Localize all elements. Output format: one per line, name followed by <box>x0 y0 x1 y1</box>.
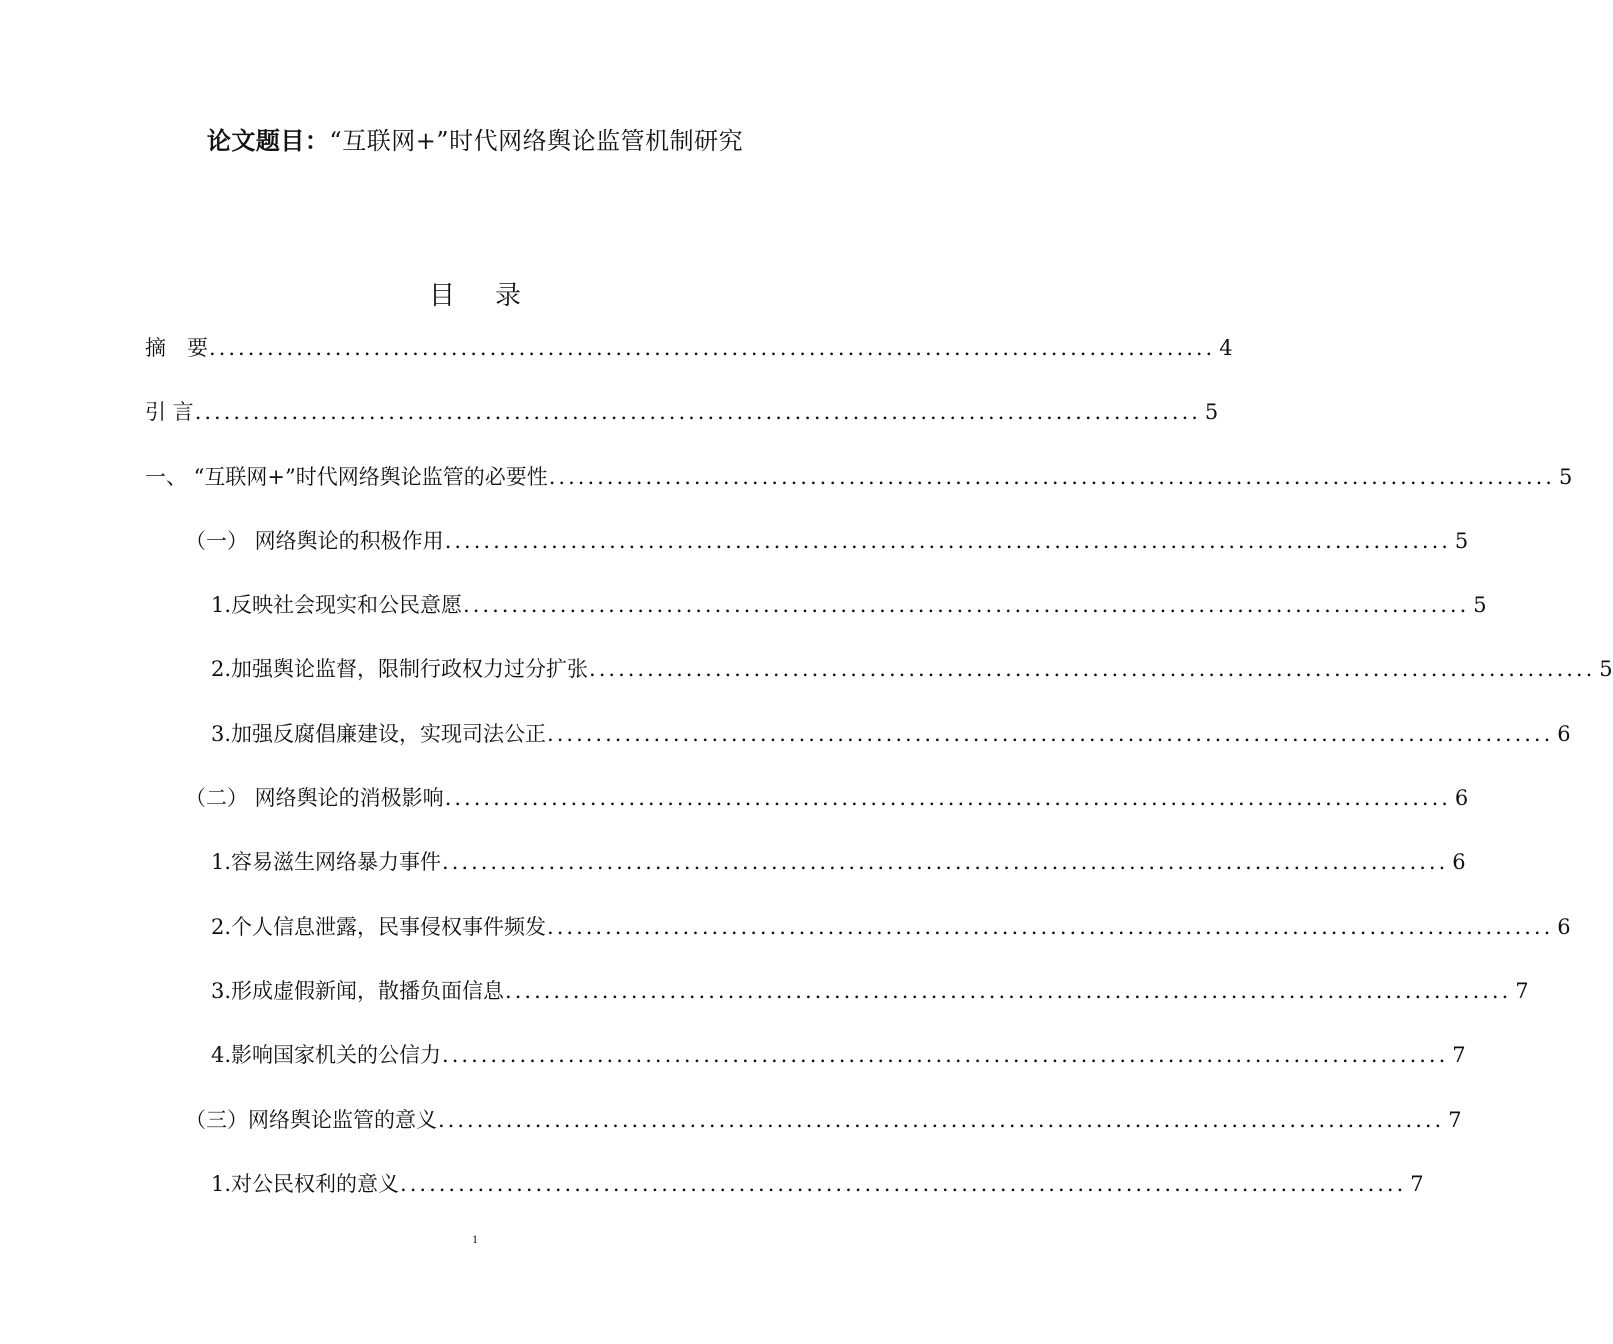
toc-leader-dots: ........................................................................................................ <box>194 400 1201 425</box>
toc-leader-dots: ........................................................................................................ <box>548 464 1555 489</box>
toc-entry-page: 6 <box>1452 850 1466 875</box>
toc-entry-section-1-1[interactable] <box>145 526 1469 590</box>
toc-leader-dots: ........................................................................................................ <box>438 1107 1445 1132</box>
toc-entry-page: 5 <box>1558 464 1573 489</box>
toc-entry-page: 5 <box>1204 400 1219 425</box>
toc-entry-page: 5 <box>1454 528 1469 553</box>
toc-entry-page: 7 <box>1448 1107 1462 1132</box>
toc-leader-dots: ........................................................................................................ <box>505 978 1512 1003</box>
toc-entry-page: 7 <box>1410 1171 1424 1196</box>
toc-entry-text: 4.影响国家机关的公信力 <box>211 1043 442 1068</box>
toc-leader-dots: ........................................................................................................ <box>444 786 1451 811</box>
toc-entry-subsection[interactable] <box>145 719 1571 783</box>
toc-leader-dots: ........................................................................................................ <box>589 657 1596 682</box>
toc-leader-dots: ........................................................................................................ <box>547 721 1554 746</box>
toc-heading <box>0 278 950 314</box>
toc-entry-text: （一） 网络舆论的积极作用 <box>185 528 444 553</box>
toc-entry-subsection[interactable] <box>145 590 1487 654</box>
toc-entry-text: 摘 要 <box>145 336 208 360</box>
toc-entry-subsection[interactable] <box>145 654 1613 718</box>
toc-entry-abstract[interactable] <box>145 333 1233 397</box>
toc-heading-left: 目 <box>428 281 455 311</box>
toc-entry-text: 2.加强舆论监督，限制行政权力过分扩张 <box>211 657 589 682</box>
toc-entry-text: 1.反映社会现实和公民意愿 <box>211 593 463 618</box>
toc-entry-section-1-2[interactable] <box>145 783 1469 847</box>
toc-entry-subsection[interactable] <box>145 847 1466 911</box>
toc-entry-text: （三）网络舆论监管的意义 <box>185 1107 437 1132</box>
thesis-title-label: 论文题目： <box>206 127 330 155</box>
toc-entry-text: 3.形成虚假新闻，散播负面信息 <box>211 978 505 1003</box>
toc-entry-subsection[interactable] <box>145 1040 1466 1104</box>
table-of-contents <box>145 333 1613 1233</box>
toc-entry-chapter-1[interactable] <box>145 462 1573 526</box>
toc-entry-page: 5 <box>1599 657 1613 682</box>
toc-leader-dots: ........................................................................................................ <box>444 528 1451 553</box>
toc-entry-subsection[interactable] <box>145 912 1571 976</box>
toc-entry-text: （二） 网络舆论的消极影响 <box>185 786 444 811</box>
toc-entry-page: 4 <box>1219 336 1233 360</box>
toc-entry-text: 3.加强反腐倡廉建设，实现司法公正 <box>211 721 547 746</box>
toc-entry-page: 7 <box>1515 978 1529 1003</box>
toc-entry-page: 6 <box>1557 914 1571 939</box>
toc-entry-text: 一、 “互联网+”时代网络舆论监管的必要性 <box>145 464 548 489</box>
toc-leader-dots: ........................................................................................................ <box>442 1043 1449 1068</box>
toc-leader-dots: ........................................................................................................ <box>209 336 1216 360</box>
thesis-title-text: “互联网+”时代网络舆论监管机制研究 <box>329 127 744 155</box>
toc-leader-dots: ........................................................................................................ <box>400 1171 1407 1196</box>
toc-entry-page: 5 <box>1473 593 1487 618</box>
toc-entry-page: 7 <box>1452 1043 1466 1068</box>
toc-entry-introduction[interactable] <box>145 397 1219 461</box>
toc-entry-subsection[interactable] <box>145 976 1529 1040</box>
toc-leader-dots: ........................................................................................................ <box>547 914 1554 939</box>
toc-entry-subsection[interactable] <box>145 1169 1424 1233</box>
toc-leader-dots: ........................................................................................................ <box>442 850 1449 875</box>
toc-heading-right: 录 <box>495 281 522 311</box>
toc-entry-page: 6 <box>1454 786 1469 811</box>
page-number: 1 <box>472 1232 478 1246</box>
toc-entry-page: 6 <box>1557 721 1571 746</box>
toc-entry-text: 2.个人信息泄露，民事侵权事件频发 <box>211 914 547 939</box>
toc-entry-text: 引 言 <box>145 400 194 425</box>
toc-leader-dots: ........................................................................................................ <box>463 593 1470 618</box>
toc-entry-section-1-3[interactable] <box>145 1105 1462 1169</box>
toc-entry-text: 1.容易滋生网络暴力事件 <box>211 850 442 875</box>
toc-entry-text: 1.对公民权利的意义 <box>211 1171 400 1196</box>
thesis-title <box>0 124 950 158</box>
